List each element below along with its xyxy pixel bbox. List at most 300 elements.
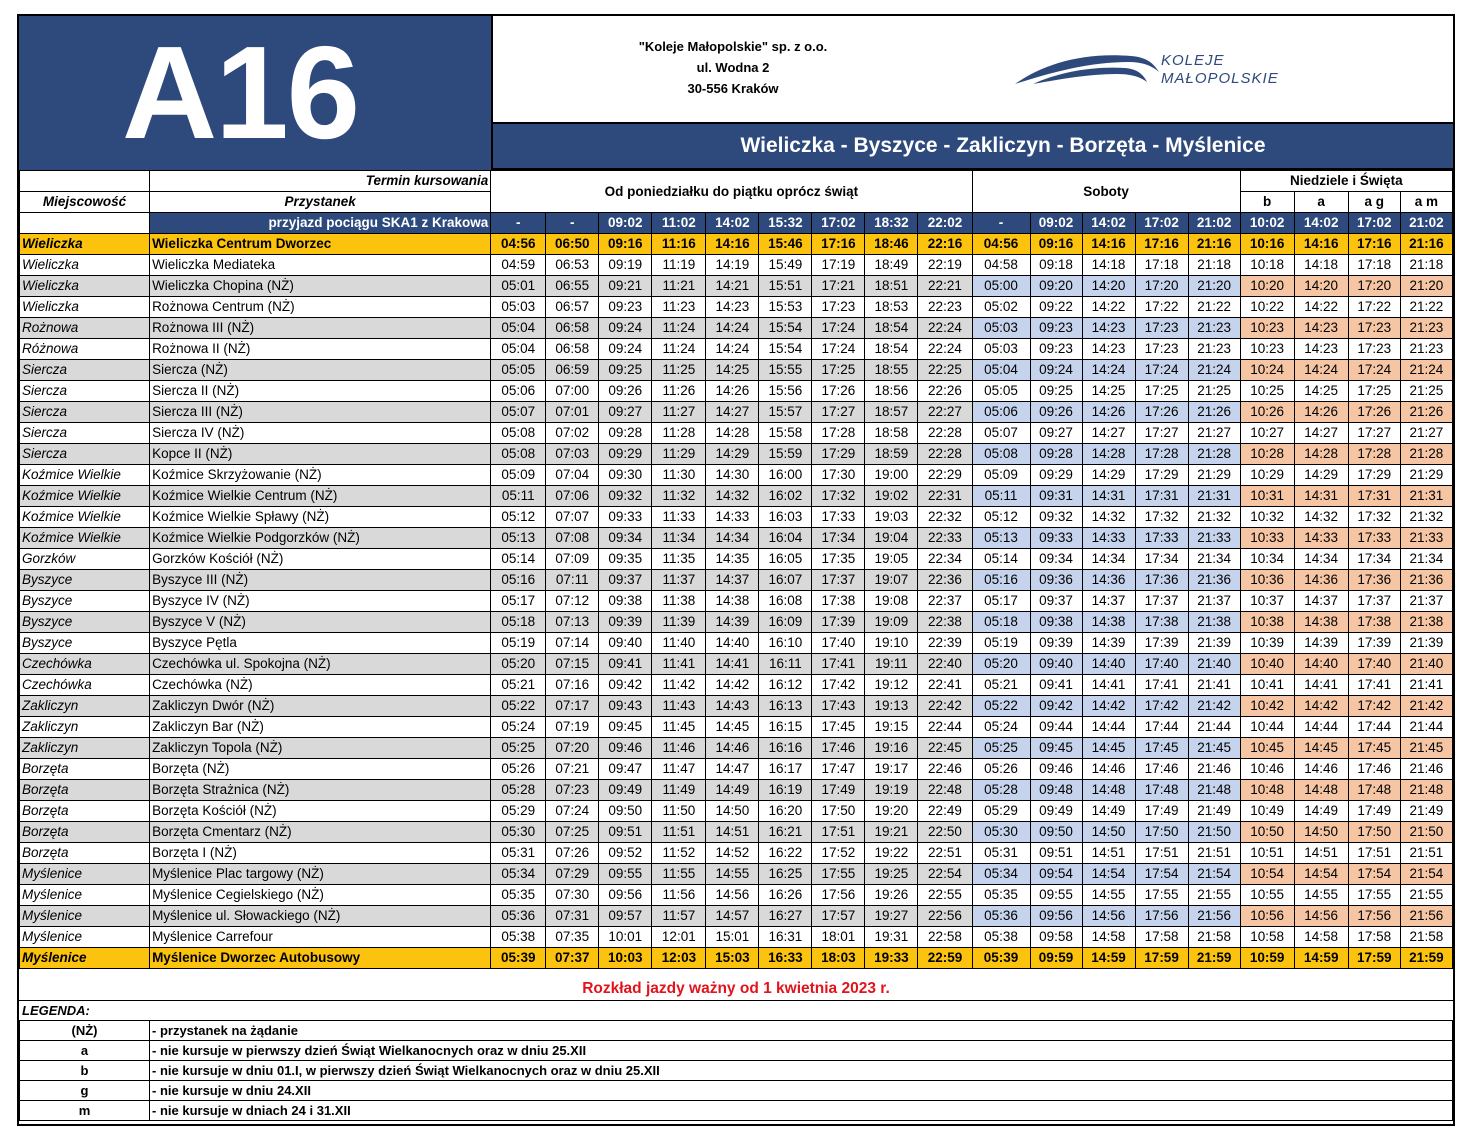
departure-time: 17:40 [812,633,865,654]
saturdays-header: Soboty [972,171,1240,213]
departure-time: 16:21 [759,822,812,843]
departure-time: 21:58 [1400,927,1452,948]
place-name: Wieliczka [20,276,150,297]
departure-time: 14:56 [1082,906,1135,927]
departure-time: 09:34 [1030,549,1082,570]
departure-time: 14:36 [1082,570,1135,591]
logo-swoosh-icon [1013,48,1163,88]
departure-time: 05:16 [491,570,546,591]
place-name: Borzęta [20,801,150,822]
departure-time: 21:54 [1400,864,1452,885]
departure-time: 21:45 [1400,738,1452,759]
departure-time: 11:52 [652,843,706,864]
departure-time: 07:08 [546,528,599,549]
departure-time: 18:51 [865,276,918,297]
legend-title: LEGENDA: [22,1003,90,1018]
departure-time: 21:26 [1400,402,1452,423]
departure-time: 10:58 [1240,927,1294,948]
departure-time: 22:38 [918,612,972,633]
departure-time: 14:18 [1082,255,1135,276]
departure-time: 22:28 [918,423,972,444]
departure-time: 22:59 [918,948,972,969]
departure-time: 09:27 [1030,423,1082,444]
departure-time: 19:03 [865,507,918,528]
departure-time: 17:56 [1135,906,1188,927]
departure-time: 14:50 [1294,822,1348,843]
table-row [20,591,1453,612]
departure-time: 22:34 [918,549,972,570]
departure-time: 14:28 [706,423,759,444]
company-header [493,16,1453,124]
departure-time: 17:37 [1348,591,1400,612]
departure-time: 09:54 [1030,864,1082,885]
stop-name: Rożnowa III (NŻ) [150,318,491,339]
departure-time: 12:01 [652,927,706,948]
departure-time: 05:22 [491,696,546,717]
departure-time: 17:50 [1135,822,1188,843]
departure-time: 10:20 [1240,276,1294,297]
departure-time: 17:18 [1135,255,1188,276]
departure-time: 17:48 [1135,780,1188,801]
stop-name: Byszyce III (NŻ) [150,570,491,591]
departure-time: 14:30 [706,465,759,486]
departure-time: 16:31 [759,927,812,948]
departure-time: 05:08 [491,423,546,444]
departure-time: 14:25 [1294,381,1348,402]
departure-time: 10:24 [1240,360,1294,381]
legend-text: - nie kursuje w dniach 24 i 31.XII [150,1101,1453,1121]
train-time: - [546,213,599,234]
departure-time: 09:45 [599,717,652,738]
departure-time: 16:20 [759,801,812,822]
departure-time: 21:50 [1188,822,1240,843]
stop-name: Byszyce IV (NŻ) [150,591,491,612]
departure-time: 17:24 [1348,360,1400,381]
departure-time: 10:45 [1240,738,1294,759]
departure-time: 05:21 [972,675,1030,696]
departure-time: 15:53 [759,297,812,318]
departure-time: 19:15 [865,717,918,738]
departure-time: 05:22 [972,696,1030,717]
departure-time: 17:36 [1135,570,1188,591]
departure-time: 05:39 [972,948,1030,969]
departure-time: 14:38 [1082,612,1135,633]
logo-text: KOLEJE MAŁOPOLSKIE [1161,52,1279,87]
departure-time: 14:19 [706,255,759,276]
departure-time: 09:30 [599,465,652,486]
departure-time: 16:08 [759,591,812,612]
legend-symbol: b [20,1061,150,1081]
departure-time: 07:03 [546,444,599,465]
departure-time: 14:33 [706,507,759,528]
departure-time: 21:31 [1188,486,1240,507]
departure-time: 21:23 [1400,318,1452,339]
departure-time: 19:02 [865,486,918,507]
train-time: 14:02 [706,213,759,234]
departure-time: 22:37 [918,591,972,612]
departure-time: 11:40 [652,633,706,654]
departure-time: 22:31 [918,486,972,507]
departure-time: 09:18 [1030,255,1082,276]
table-row [20,612,1453,633]
stop-name: Rożnowa II (NŻ) [150,339,491,360]
departure-time: 22:24 [918,339,972,360]
departure-time: 14:46 [1082,759,1135,780]
departure-time: 09:25 [599,360,652,381]
departure-time: 14:27 [1294,423,1348,444]
place-name: Siercza [20,444,150,465]
legend-symbol: (NŻ) [20,1021,150,1041]
stop-name: Wieliczka Centrum Dworzec [150,234,491,255]
departure-time: 21:22 [1188,297,1240,318]
departure-time: 16:26 [759,885,812,906]
departure-time: 14:34 [706,528,759,549]
departure-time: 17:40 [1348,654,1400,675]
departure-time: 17:23 [812,297,865,318]
departure-time: 15:51 [759,276,812,297]
departure-time: 17:27 [1348,423,1400,444]
place-name: Borzęta [20,759,150,780]
departure-time: 14:55 [1294,885,1348,906]
departure-time: 10:29 [1240,465,1294,486]
departure-time: 07:04 [546,465,599,486]
departure-time: 06:50 [546,234,599,255]
departure-time: 10:59 [1240,948,1294,969]
departure-time: 21:51 [1400,843,1452,864]
departure-time: 06:59 [546,360,599,381]
departure-time: 11:46 [652,738,706,759]
departure-time: 10:22 [1240,297,1294,318]
departure-time: 05:11 [491,486,546,507]
table-row [20,717,1453,738]
legend-text: - nie kursuje w pierwszy dzień Świąt Wielkanocnych oraz w dniu 25.XII [150,1041,1453,1061]
departure-time: 05:13 [972,528,1030,549]
departure-time: 21:36 [1188,570,1240,591]
departure-time: 18:01 [812,927,865,948]
train-time: 11:02 [652,213,706,234]
departure-time: 21:46 [1400,759,1452,780]
departure-time: 18:53 [865,297,918,318]
departure-time: 09:56 [1030,906,1082,927]
departure-time: 10:51 [1240,843,1294,864]
departure-time: 21:41 [1188,675,1240,696]
departure-time: 05:39 [491,948,546,969]
departure-time: 17:45 [1135,738,1188,759]
departure-time: 17:16 [1348,234,1400,255]
train-time: 21:02 [1188,213,1240,234]
departure-time: 09:46 [599,738,652,759]
departure-time: 09:35 [599,549,652,570]
departure-time: 11:50 [652,801,706,822]
departure-time: 14:41 [1082,675,1135,696]
departure-time: 11:21 [652,276,706,297]
departure-time: 17:44 [1135,717,1188,738]
departure-time: 14:18 [1294,255,1348,276]
departure-time: 09:51 [599,822,652,843]
departure-time: 06:58 [546,318,599,339]
table-row [20,339,1453,360]
departure-time: 14:22 [1294,297,1348,318]
departure-time: 09:39 [1030,633,1082,654]
departure-time: 14:52 [706,843,759,864]
departure-time: 21:23 [1188,339,1240,360]
train-time: 21:02 [1400,213,1452,234]
place-name: Myślenice [20,885,150,906]
table-row [20,507,1453,528]
departure-time: 11:37 [652,570,706,591]
departure-time: 10:49 [1240,801,1294,822]
departure-time: 15:03 [706,948,759,969]
departure-time: 14:28 [1082,444,1135,465]
stop-name: Koźmice Wielkie Spławy (NŻ) [150,507,491,528]
departure-time: 14:39 [1294,633,1348,654]
departure-time: 05:31 [491,843,546,864]
departure-time: 22:28 [918,444,972,465]
departure-time: 22:45 [918,738,972,759]
place-name: Byszyce [20,570,150,591]
departure-time: 22:49 [918,801,972,822]
table-row [20,423,1453,444]
table-row [20,654,1453,675]
departure-time: 19:31 [865,927,918,948]
stop-name: Siercza III (NŻ) [150,402,491,423]
departure-time: 17:39 [812,612,865,633]
departure-time: 21:44 [1188,717,1240,738]
departure-time: 22:40 [918,654,972,675]
departure-time: 17:59 [1135,948,1188,969]
place-name: Wieliczka [20,234,150,255]
place-name: Siercza [20,381,150,402]
departure-time: 18:55 [865,360,918,381]
departure-time: 14:46 [1294,759,1348,780]
departure-time: 11:55 [652,864,706,885]
departure-time: 05:14 [491,549,546,570]
departure-time: 17:36 [1348,570,1400,591]
departure-time: 17:40 [1135,654,1188,675]
table-row [20,864,1453,885]
departure-time: 21:23 [1400,339,1452,360]
stop-name: Rożnowa Centrum (NŻ) [150,297,491,318]
table-row [20,255,1453,276]
departure-time: 10:54 [1240,864,1294,885]
departure-time: 09:58 [1030,927,1082,948]
departure-time: 05:07 [491,402,546,423]
departure-time: 05:03 [972,318,1030,339]
departure-time: 05:08 [491,444,546,465]
place-name: Siercza [20,402,150,423]
departure-time: 11:27 [652,402,706,423]
departure-time: 14:44 [1294,717,1348,738]
departure-time: 22:42 [918,696,972,717]
train-time: 15:32 [759,213,812,234]
departure-time: 14:54 [1294,864,1348,885]
departure-time: 09:24 [1030,360,1082,381]
departure-time: 22:41 [918,675,972,696]
departure-time: 17:39 [1348,633,1400,654]
departure-time: 05:01 [491,276,546,297]
departure-time: 16:05 [759,549,812,570]
departure-time: 09:50 [1030,822,1082,843]
departure-time: 21:24 [1188,360,1240,381]
departure-time: 19:16 [865,738,918,759]
departure-time: 14:58 [1082,927,1135,948]
departure-time: 11:30 [652,465,706,486]
departure-time: 05:05 [972,381,1030,402]
departure-time: 21:39 [1400,633,1452,654]
stop-name: Myślenice Plac targowy (NŻ) [150,864,491,885]
departure-time: 09:32 [1030,507,1082,528]
departure-time: 22:39 [918,633,972,654]
place-name: Myślenice [20,948,150,969]
departure-time: 17:48 [1348,780,1400,801]
departure-time: 15:58 [759,423,812,444]
departure-time: 07:35 [546,927,599,948]
departure-time: 14:55 [1082,885,1135,906]
stop-name: Siercza IV (NŻ) [150,423,491,444]
departure-time: 17:28 [812,423,865,444]
departure-time: 10:37 [1240,591,1294,612]
departure-time: 21:28 [1188,444,1240,465]
departure-time: 16:10 [759,633,812,654]
departure-time: 19:10 [865,633,918,654]
departure-time: 09:29 [599,444,652,465]
train-label: przyjazd pociągu SKA1 z Krakowa [150,213,491,234]
departure-time: 21:20 [1400,276,1452,297]
departure-time: 05:02 [972,297,1030,318]
departure-time: 05:29 [491,801,546,822]
departure-time: 17:34 [1135,549,1188,570]
departure-time: 21:16 [1400,234,1452,255]
departure-time: 21:39 [1188,633,1240,654]
sunday-note: a g [1348,192,1400,213]
company-name: "Koleje Małopolskie" sp. z o.o. [638,39,828,54]
sunday-note: a [1294,192,1348,213]
departure-time: 07:00 [546,381,599,402]
departure-time: 17:25 [812,360,865,381]
departure-time: 07:21 [546,759,599,780]
table-row [20,780,1453,801]
departure-time: 17:39 [1135,633,1188,654]
place-name: Czechówka [20,675,150,696]
train-time: - [491,213,546,234]
departure-time: 17:26 [1348,402,1400,423]
departure-time: 16:13 [759,696,812,717]
departure-time: 09:49 [1030,801,1082,822]
departure-time: 14:32 [1294,507,1348,528]
departure-time: 05:30 [972,822,1030,843]
departure-time: 17:22 [1135,297,1188,318]
place-name: Wieliczka [20,255,150,276]
departure-time: 14:33 [1294,528,1348,549]
table-row [20,465,1453,486]
departure-time: 19:20 [865,801,918,822]
departure-time: 17:38 [812,591,865,612]
route-number: A16 [121,19,359,166]
train-time: 09:02 [1030,213,1082,234]
departure-time: 06:55 [546,276,599,297]
place-name: Rożnowa [20,318,150,339]
departure-time: 17:51 [1135,843,1188,864]
departure-time: 17:24 [1135,360,1188,381]
table-row [20,381,1453,402]
departure-time: 05:16 [972,570,1030,591]
departure-time: 05:35 [972,885,1030,906]
departure-time: 12:03 [652,948,706,969]
departure-time: 14:57 [706,906,759,927]
departure-time: 09:50 [599,801,652,822]
departure-time: 17:49 [812,780,865,801]
departure-time: 21:32 [1188,507,1240,528]
departure-time: 17:51 [1348,843,1400,864]
departure-time: 17:59 [1348,948,1400,969]
departure-time: 17:54 [1348,864,1400,885]
departure-time: 10:55 [1240,885,1294,906]
departure-time: 18:49 [865,255,918,276]
table-row [20,738,1453,759]
departure-time: 11:42 [652,675,706,696]
departure-time: 14:41 [1294,675,1348,696]
departure-time: 05:24 [491,717,546,738]
departure-time: 19:21 [865,822,918,843]
table-row [20,801,1453,822]
departure-time: 09:59 [1030,948,1082,969]
departure-time: 09:16 [1030,234,1082,255]
timetable [19,170,1453,969]
place-name: Koźmice Wielkie [20,465,150,486]
legend-symbol: m [20,1101,150,1121]
departure-time: 09:47 [599,759,652,780]
departure-time: 05:18 [972,612,1030,633]
stop-name: Kopce II (NŻ) [150,444,491,465]
departure-time: 05:08 [972,444,1030,465]
stop-name: Koźmice Skrzyżowanie (NŻ) [150,465,491,486]
departure-time: 17:58 [1348,927,1400,948]
departure-time: 21:56 [1188,906,1240,927]
departure-time: 09:42 [1030,696,1082,717]
departure-time: 17:20 [1348,276,1400,297]
table-row [20,318,1453,339]
departure-time: 14:48 [1082,780,1135,801]
departure-time: 14:45 [1294,738,1348,759]
departure-time: 19:26 [865,885,918,906]
departure-time: 14:34 [1082,549,1135,570]
departure-time: 16:11 [759,654,812,675]
departure-time: 05:09 [491,465,546,486]
departure-time: 18:57 [865,402,918,423]
place-name: Różnowa [20,339,150,360]
departure-time: 21:42 [1400,696,1452,717]
departure-time: 14:43 [706,696,759,717]
departure-time: 05:11 [972,486,1030,507]
departure-time: 21:41 [1400,675,1452,696]
departure-time: 21:36 [1400,570,1452,591]
departure-time: 09:42 [599,675,652,696]
departure-time: 05:24 [972,717,1030,738]
departure-time: 14:26 [1082,402,1135,423]
departure-time: 17:56 [812,885,865,906]
stop-name: Zakliczyn Bar (NŻ) [150,717,491,738]
departure-time: 17:24 [812,318,865,339]
departure-time: 17:49 [1135,801,1188,822]
departure-time: 14:50 [706,801,759,822]
departure-time: 21:49 [1188,801,1240,822]
train-time: 17:02 [1348,213,1400,234]
departure-time: 21:37 [1400,591,1452,612]
departure-time: 10:27 [1240,423,1294,444]
departure-time: 19:07 [865,570,918,591]
stop-name: Borzęta (NŻ) [150,759,491,780]
train-time: 14:02 [1082,213,1135,234]
